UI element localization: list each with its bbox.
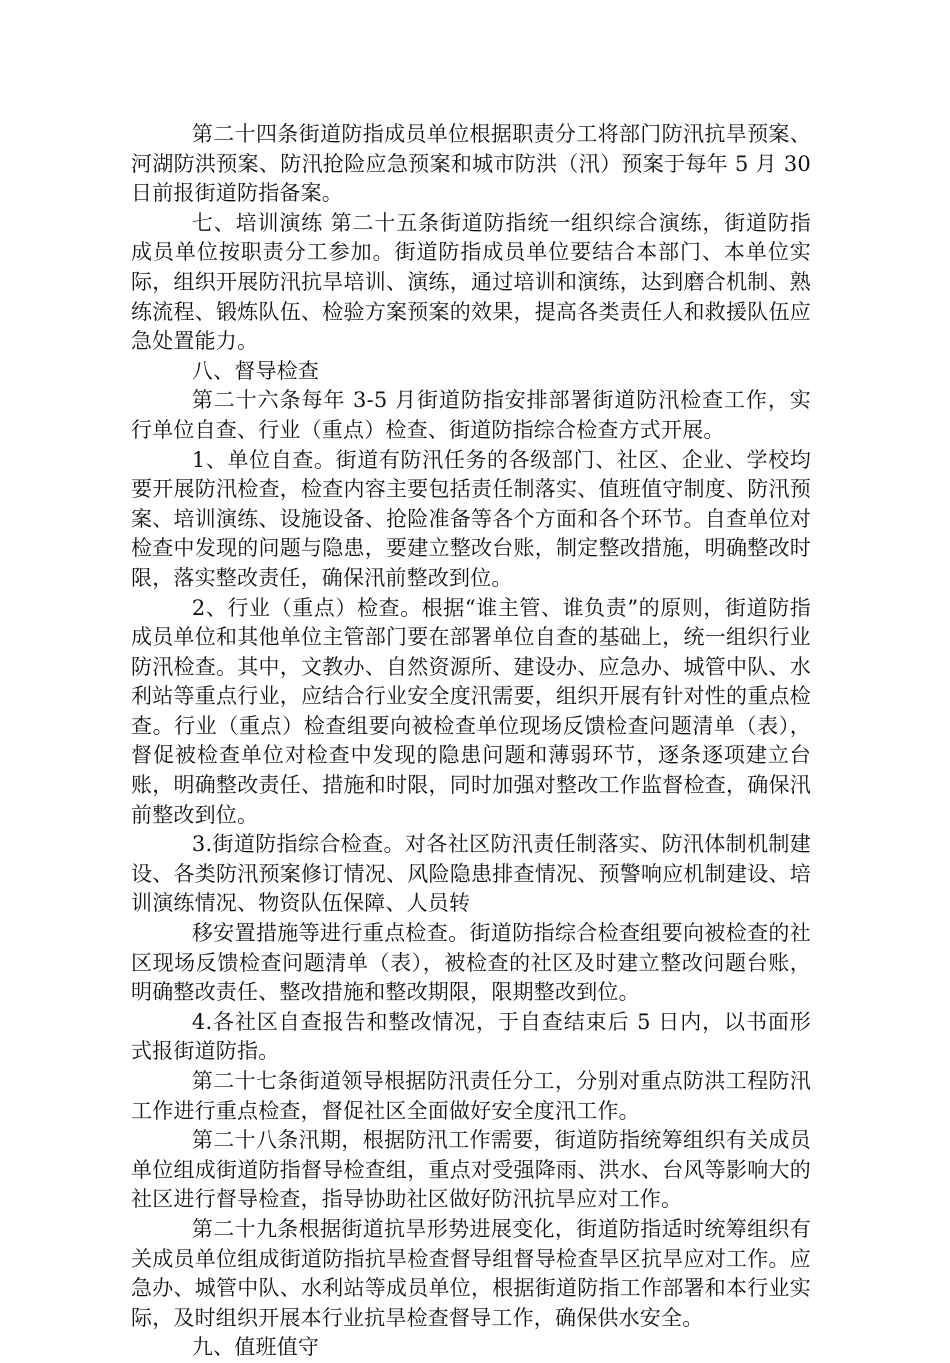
paragraph-section-7-article-25: 七、培训演练 第二十五条街道防指统一组织综合演练，街道防指成员单位按职责分工参加。街道防指成员单位要结合本部门、本单位实际，组织开展防汛抗旱培训、演练，通过培训和演练，达到磨合机制、熟练流程、锻炼队伍、检验方案预案的效果，提高各类责任人和救援队伍应急处置能力。 xyxy=(131,210,811,354)
document-body xyxy=(131,120,811,1363)
paragraph-comprehensive-inspection: 3.街道防指综合检查。对各社区防汛责任制落实、防汛体制机制建设、各类防汛预案修订情况、风险隐患排查情况、预警响应机制建设、培训演练情况、物资队伍保障、人员转 xyxy=(131,832,811,916)
paragraph-self-inspection: 1、单位自查。街道有防汛任务的各级部门、社区、企业、学校均要开展防汛检查，检查内容主要包括责任制落实、值班值守制度、防汛预案、培训演练、设施设备、抢险准备等各个方面和各个环节。自查单位对检查中发现的问题与隐患，要建立整改台账，制定整改措施，明确整改时限，落实整改责任，确保汛前整改到位。 xyxy=(131,447,811,590)
paragraph-article-26: 第二十六条每年 3-5 月街道防指安排部署街道防汛检查工作，实行单位自查、行业（重点）检查、街道防指综合检查方式开展。 xyxy=(131,388,811,442)
paragraph-article-24: 第二十四条街道防指成员单位根据职责分工将部门防汛抗旱预案、河湖防洪预案、防汛抢险应急预案和城市防洪（汛）预案于每年 5 月 30 日前报街道防指备案。 xyxy=(131,122,811,206)
paragraph-industry-inspection: 2、行业（重点）检查。根据“谁主管、谁负责”的原则，街道防指成员单位和其他单位主管部门要在部署单位自查的基础上，统一组织行业防汛检查。其中，文教办、自然资源所、建设办、应急办、城管中队、水利站等重点行业，应结合行业安全度汛需要，组织开展有针对性的重点检查。行业（重点）检查组要向被检查单位现场反馈检查问题清单（表），督促被检查单位对检查中发现的隐患问题和薄弱环节，逐条逐项建立台账，明确整改责任、措施和时限，同时加强对整改工作监督检查，确保汛前整改到位。 xyxy=(131,595,811,827)
paragraph-comprehensive-inspection-cont: 移安置措施等进行重点检查。街道防指综合检查组要向被检查的社区现场反馈检查问题清单（表），被检查的社区及时建立整改问题台账，明确整改责任、整改措施和整改期限，限期整改到位。 xyxy=(131,921,811,1005)
paragraph-community-report: 4.各社区自查报告和整改情况，于自查结束后 5 日内，以书面形式报街道防指。 xyxy=(131,1009,811,1064)
section-heading-9: 九、值班值守 xyxy=(191,1335,320,1360)
paragraph-article-29: 第二十九条根据街道抗旱形势进展变化，街道防指适时统筹组织有关成员单位组成街道防指抗旱检查督导组督导检查旱区抗旱应对工作。应急办、城管中队、水利站等成员单位，根据街道防指工作部署和本行业实际，及时组织开展本行业抗旱检查督导工作，确保供水安全。 xyxy=(131,1216,811,1330)
section-heading-8: 八、督导检查 xyxy=(191,358,320,383)
paragraph-article-28: 第二十八条汛期，根据防汛工作需要，街道防指统筹组织有关成员单位组成街道防指督导检查组，重点对受强降雨、洪水、台风等影响大的社区进行督导检查，指导协助社区做好防汛抗旱应对工作。 xyxy=(131,1128,811,1212)
paragraph-article-27: 第二十七条街道领导根据防汛责任分工，分别对重点防洪工程防汛工作进行重点检查，督促社区全面做好安全度汛工作。 xyxy=(131,1069,811,1123)
